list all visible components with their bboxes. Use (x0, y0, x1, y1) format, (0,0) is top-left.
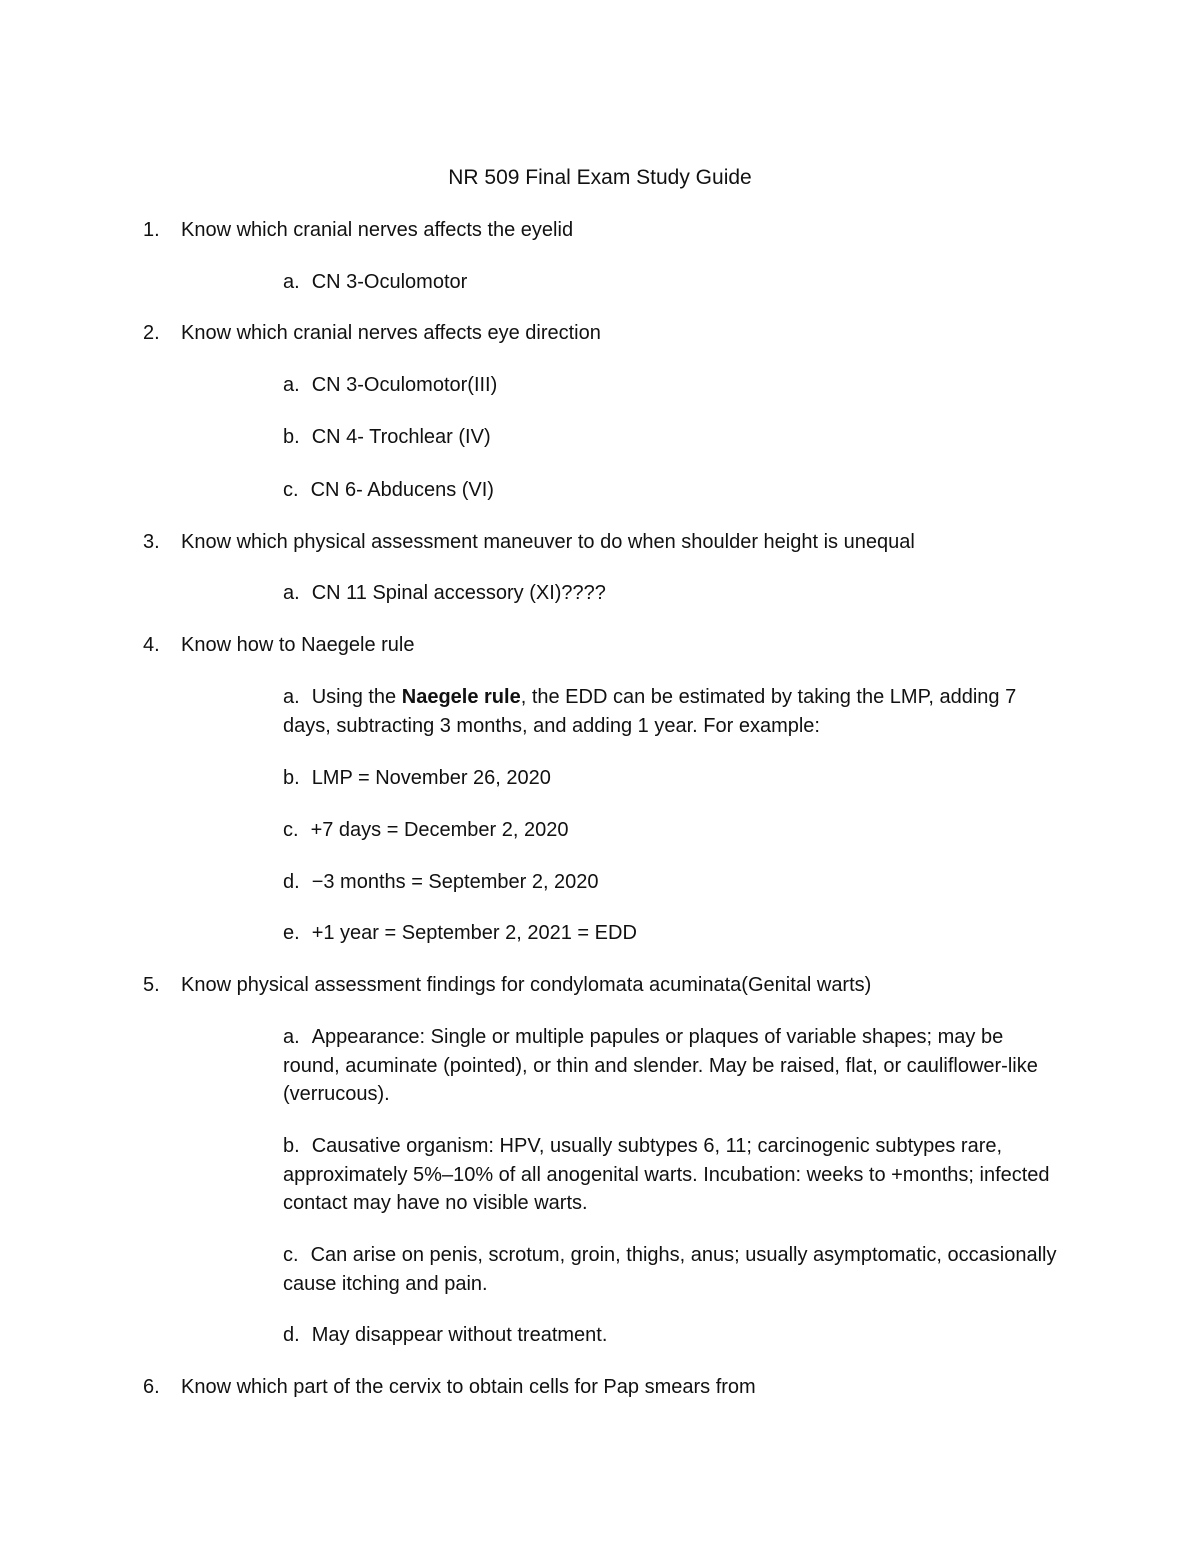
answer-text-post: , the EDD can be estimated by taking the LMP, adding 7 days, subtracting 3 months, and adding 1 year. For example: (283, 686, 1017, 737)
answer-letter: a. (283, 271, 300, 293)
answer-text: LMP = November 26, 2020 (311, 767, 551, 789)
answer-text-pre: Using the (311, 686, 402, 708)
answer-item (283, 579, 1063, 608)
answer-text: CN 3-Oculomotor (311, 271, 468, 293)
answer-item (283, 268, 1063, 297)
question-item (143, 631, 1103, 659)
question-item (143, 319, 1103, 347)
answer-letter: a. (283, 582, 300, 604)
answer-letter: c. (283, 819, 299, 841)
answer-text: −3 months = September 2, 2020 (311, 871, 599, 893)
question-item (143, 216, 1103, 244)
answer-item (283, 1023, 1063, 1109)
question-text: Know which part of the cervix to obtain cells for Pap smears from (181, 1376, 756, 1398)
answer-letter: c. (283, 479, 299, 501)
question-item (143, 971, 1103, 999)
answer-letter: e. (283, 922, 300, 944)
answer-item (283, 1132, 1063, 1218)
answer-item (283, 919, 1063, 948)
answer-letter: b. (283, 426, 300, 448)
question-number: 5. (143, 974, 160, 996)
answer-text: Can arise on penis, scrotum, groin, thighs, anus; usually asymptomatic, occasionally cause itching and pain. (283, 1244, 1057, 1295)
question-item (143, 528, 1103, 556)
page-title: NR 509 Final Exam Study Guide (448, 166, 752, 189)
answer-item (283, 764, 1063, 793)
question-text: Know which physical assessment maneuver to do when shoulder height is unequal (181, 531, 915, 553)
question-number: 6. (143, 1376, 160, 1398)
answer-letter: d. (283, 871, 300, 893)
answer-letter: a. (283, 686, 300, 708)
question-item (143, 1373, 1103, 1401)
answer-letter: b. (283, 767, 300, 789)
answer-item (283, 476, 1063, 505)
answer-text: CN 4- Trochlear (IV) (311, 426, 491, 448)
answer-text: CN 11 Spinal accessory (XI)???? (311, 582, 606, 604)
question-text: Know which cranial nerves affects the eyelid (181, 219, 574, 241)
question-number: 4. (143, 634, 160, 656)
answer-item (283, 683, 1063, 740)
question-text: Know physical assessment findings for condylomata acuminata(Genital warts) (181, 974, 872, 996)
answer-text: Causative organism: HPV, usually subtypes 6, 11; carcinogenic subtypes rare, approximately 5%–10% of all anogenital warts. Incubation: weeks to +months; infected contact may have no visible warts. (283, 1135, 1050, 1214)
answer-text: CN 3-Oculomotor(III) (311, 374, 498, 396)
answer-letter: c. (283, 1244, 299, 1266)
question-text: Know how to Naegele rule (181, 634, 415, 656)
answer-letter: a. (283, 374, 300, 396)
answer-text: Appearance: Single or multiple papules or plaques of variable shapes; may be round, acuminate (pointed), or thin and slender. May be raised, flat, or cauliflower-like (verrucous). (283, 1026, 1038, 1105)
question-number: 1. (143, 219, 160, 241)
answer-text: CN 6- Abducens (VI) (310, 479, 494, 501)
answer-item (283, 816, 1063, 845)
answer-letter: b. (283, 1135, 300, 1157)
answer-text: +7 days = December 2, 2020 (310, 819, 569, 841)
question-number: 2. (143, 322, 160, 344)
answer-letter: d. (283, 1324, 300, 1346)
question-text: Know which cranial nerves affects eye direction (181, 322, 601, 344)
answer-item (283, 371, 1063, 400)
answer-item (283, 868, 1063, 897)
answer-letter: a. (283, 1026, 300, 1048)
question-number: 3. (143, 531, 160, 553)
answer-text-bold: Naegele rule (401, 686, 521, 708)
answer-item (283, 423, 1063, 452)
answer-item (283, 1321, 1063, 1350)
answer-text: May disappear without treatment. (311, 1324, 608, 1346)
answer-item (283, 1241, 1063, 1298)
answer-text: +1 year = September 2, 2021 = EDD (311, 922, 637, 944)
